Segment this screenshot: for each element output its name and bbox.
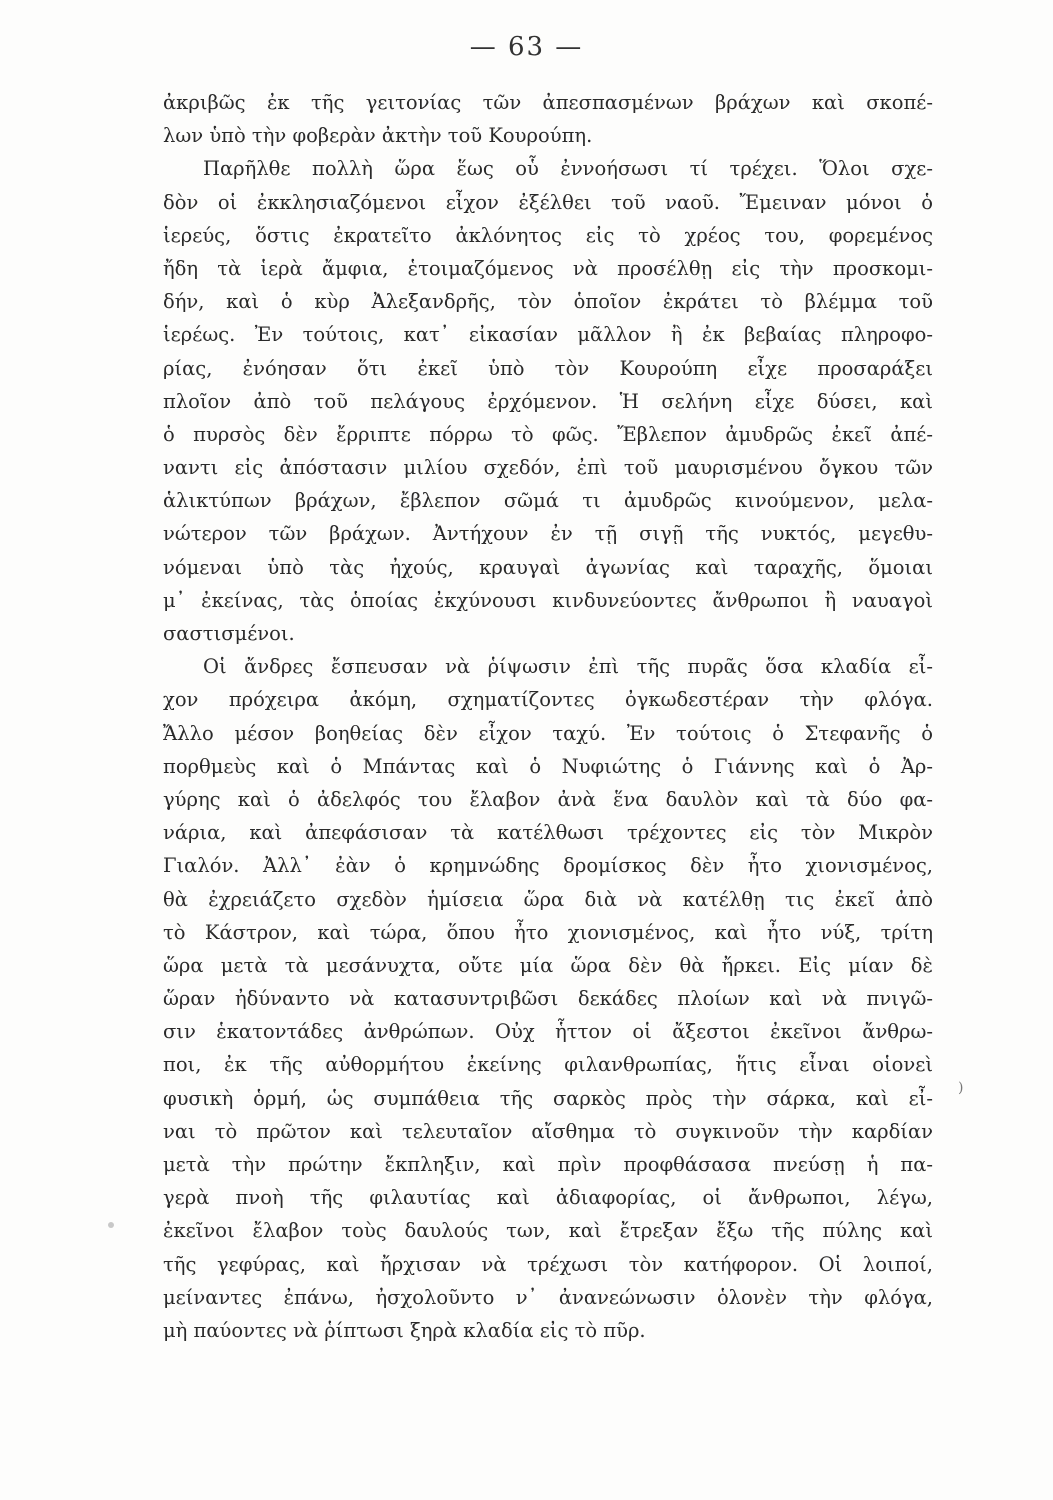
text-line: ὥραν ἠδύναντο νὰ κατασυντριβῶσι δεκάδες πλοίων καὶ νὰ πνιγῶ- <box>163 987 933 1011</box>
text-line: μετὰ τὴν πρώτην ἔκπληξιν, καὶ πρὶν προφθάσασα πνεύσῃ ἡ πα- <box>163 1153 933 1176</box>
text-line: ἱερεύς, ὅστις ἐκρατεῖτο ἀκλόνητος εἰς τὸ χρέος του, φορεμένος <box>163 223 933 247</box>
text-line: τῆς γεφύρας, καὶ ἤρχισαν νὰ τρέχωσι τὸν κατήφορον. Οἱ λοιποί, <box>163 1252 933 1276</box>
text-line: Γιαλόν. Ἀλλ᾽ ἐὰν ὁ κρημνώδης δρομίσκος δὲν ἦτο χιονισμένος, <box>163 854 933 878</box>
text-line: Ἄλλο μέσον βοηθείας δὲν εἶχον ταχύ. Ἐν τούτοις ὁ Στεφανῆς ὁ <box>163 721 933 745</box>
text-line: πλοῖον ἀπὸ τοῦ πελάγους ἐρχόμενον. Ἡ σελήνη εἶχε δύσει, καὶ <box>163 389 933 413</box>
page-number: — 63 — <box>469 32 584 62</box>
text-line: νόμεναι ὑπὸ τὰς ἠχούς, κραυγαὶ ἀγωνίας καὶ ταραχῆς, ὅμοιαι <box>163 555 933 579</box>
text-line: τὸ Κάστρον, καὶ τώρα, ὅπου ἦτο χιονισμένος, καὶ ἦτο νύξ, τρίτη <box>163 920 933 944</box>
text-line: φυσικὴ ὁρμή, ὡς συμπάθεια τῆς σαρκὸς πρὸς τὴν σάρκα, καὶ εἶ- <box>163 1086 933 1110</box>
text-line: νάρια, καὶ ἀπεφάσισαν τὰ κατέλθωσι τρέχοντες εἰς τὸν Μικρὸν <box>163 821 933 845</box>
text-line: γερὰ πνοὴ τῆς φιλαυτίας καὶ ἀδιαφορίας, οἱ ἄνθρωποι, λέγω, <box>163 1186 933 1210</box>
text-line: θὰ ἐχρειάζετο σχεδὸν ἡμίσεια ὥρα διὰ νὰ κατέλθῃ τις ἐκεῖ ἀπὸ <box>163 887 933 911</box>
text-line: νώτερον τῶν βράχων. Ἀντήχουν ἐν τῇ σιγῇ τῆς νυκτός, μεγεθυ- <box>163 522 933 546</box>
text-line: ἤδη τὰ ἱερὰ ἄμφια, ἑτοιμαζόμενος νὰ προσέλθῃ εἰς τὴν προσκομι- <box>163 256 933 280</box>
text-line: ἀκριβῶς ἐκ τῆς γειτονίας τῶν ἀπεσπασμένων βράχων καὶ σκοπέ- <box>163 91 933 114</box>
text-line: ἱερέως. Ἐν τούτοις, κατ᾽ εἰκασίαν μᾶλλον ἢ ἐκ βεβαίας πληροφο- <box>163 323 933 347</box>
margin-mark: ) <box>958 1080 964 1096</box>
text-line: Οἱ ἄνδρες ἔσπευσαν νὰ ῥίψωσιν ἐπὶ τῆς πυρᾶς ὅσα κλαδία εἶ- <box>203 655 933 679</box>
text-line: ἐκεῖνοι ἔλαβον τοὺς δαυλούς των, καὶ ἔτρεξαν ἔξω τῆς πύλης καὶ <box>163 1219 933 1243</box>
text-line: ναντι εἰς ἀπόστασιν μιλίου σχεδόν, ἐπὶ τοῦ μαυρισμένου ὄγκου τῶν <box>163 456 933 480</box>
text-line: δήν, καὶ ὁ κὺρ Ἀλεξανδρῆς, τὸν ὁποῖον ἐκράτει τὸ βλέμμα τοῦ <box>163 290 933 314</box>
text-line: Παρῆλθε πολλὴ ὥρα ἕως οὗ ἐννοήσωσι τί τρέχει. Ὅλοι σχε- <box>203 157 933 181</box>
text-line: χον πρόχειρα ἀκόμη, σχηματίζοντες ὀγκωδεστέραν τὴν φλόγα. <box>163 688 933 712</box>
body-text <box>163 86 933 1347</box>
text-line: ναι τὸ πρῶτον καὶ τελευταῖον αἴσθημα τὸ συγκινοῦν τὴν καρδίαν <box>163 1119 933 1143</box>
text-line: πορθμεὺς καὶ ὁ Μπάντας καὶ ὁ Νυφιώτης ὁ Γιάννης καὶ ὁ Ἀρ- <box>163 754 933 778</box>
text-line: ὥρα μετὰ τὰ μεσάνυχτα, οὔτε μία ὥρα δὲν θὰ ἤρκει. Εἰς μίαν δὲ <box>163 953 933 977</box>
text-line: σιν ἑκατοντάδες ἀνθρώπων. Οὐχ ἧττον οἱ ἄξεστοι ἐκεῖνοι ἄνθρω- <box>163 1020 933 1044</box>
text-line: δὸν οἱ ἐκκλησιαζόμενοι εἶχον ἐξέλθει τοῦ ναοῦ. Ἔμειναν μόνοι ὁ <box>163 190 933 214</box>
paper-speck <box>108 1222 114 1228</box>
text-line: ἁλικτύπων βράχων, ἔβλεπον σῶμά τι ἀμυδρῶς κινούμενον, μελα- <box>163 489 933 513</box>
text-line: μὴ παύοντες νὰ ῥίπτωσι ξηρὰ κλαδία εἰς τὸ πῦρ. <box>163 1318 646 1342</box>
text-line: λων ὑπὸ τὴν φοβερὰν ἀκτὴν τοῦ Κουρούπη. <box>163 124 593 148</box>
text-line: ποι, ἐκ τῆς αὐθορμήτου ἐκείνης φιλανθρωπίας, ἥτις εἶναι οἱονεὶ <box>163 1053 933 1077</box>
text-line: γύρης καὶ ὁ ἀδελφός του ἔλαβον ἀνὰ ἕνα δαυλὸν καὶ τὰ δύο φα- <box>163 787 933 811</box>
text-line: ρίας, ἐνόησαν ὅτι ἐκεῖ ὑπὸ τὸν Κουρούπη εἶχε προσαράξει <box>163 356 933 380</box>
text-line: σαστισμένοι. <box>163 622 295 645</box>
text-line: ὁ πυρσὸς δὲν ἔρριπτε πόρρω τὸ φῶς. Ἔβλεπον ἀμυδρῶς ἐκεῖ ἀπέ- <box>163 422 933 446</box>
text-line: μ᾽ ἐκείνας, τὰς ὁποίας ἐκχύνουσι κινδυνεύοντες ἄνθρωποι ἢ ναυαγοὶ <box>163 588 933 612</box>
text-line: μείναντες ἐπάνω, ἠσχολοῦντο ν᾽ ἀνανεώνωσιν ὁλονὲν τὴν φλόγα, <box>163 1285 933 1309</box>
